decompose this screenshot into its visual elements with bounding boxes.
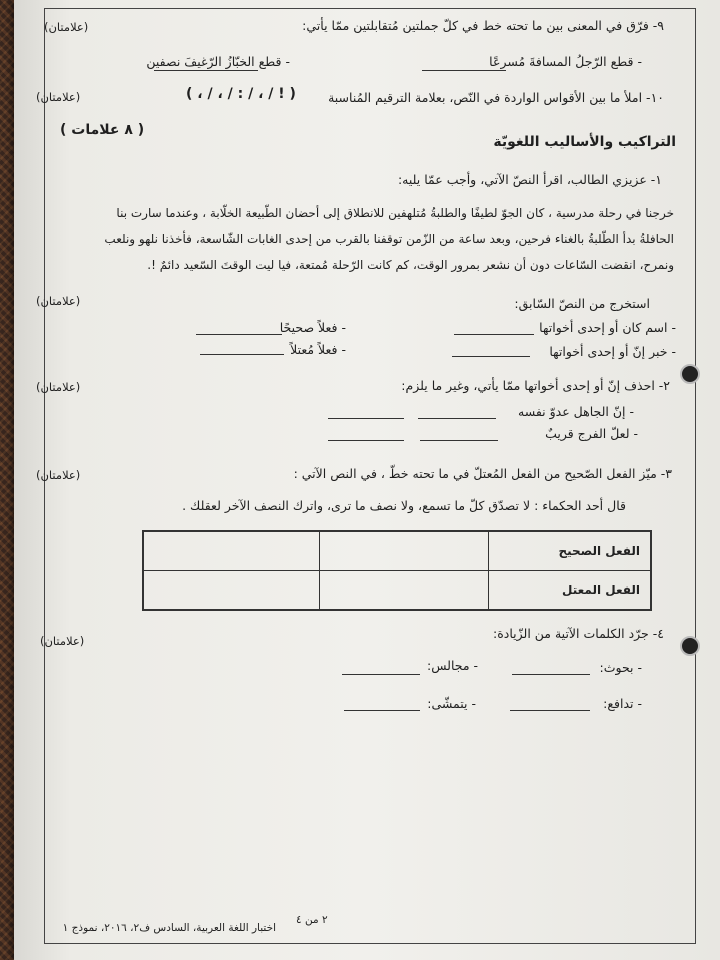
p1-answer-line-2[interactable]	[196, 334, 282, 335]
q9-marks: (علامتان)	[44, 20, 89, 34]
p4-answer-line-3[interactable]	[510, 710, 590, 711]
p2-answer-line-1a[interactable]	[418, 418, 496, 419]
binder-hole	[680, 364, 700, 384]
p1-text-line2: الحافلةُ بدأ الطّلبةُ بالغناء فرحين، وبعد ساعة من الزّمن توقفنا بالقرب من إحدى الغابات الشّاسعة، فأخذنا نلهو ونلعب	[104, 232, 674, 246]
p4-word-1: - بحوث:	[599, 660, 642, 675]
q9-sentence-left: - قطع الخبّازُ الرّغيفَ نصفين	[146, 54, 290, 69]
p4-word-3: - تدافع:	[603, 696, 642, 711]
section-marks: ( ٨ علامات )	[60, 122, 145, 138]
p1-extract: استخرج من النصّ السّابق:	[514, 296, 650, 311]
p2-sentence-1: - إنّ الجاهل عدوّ نفسه	[518, 404, 634, 419]
p2-title: ٢- احذف إنّ أو إحدى أخواتها ممّا يأتي، وغير ما يلزم:	[401, 378, 670, 393]
p2-answer-line-2a[interactable]	[420, 440, 498, 441]
p1-text-line1: خرجنا في رحلة مدرسية ، كان الجوّ لطيفًا والطلبةُ مُتلهفين للانطلاق إلى أحضان الطّبيعة الخلّابة ، وعندما سارت بنا	[116, 206, 674, 220]
table-cell-empty[interactable]	[143, 571, 319, 611]
p3-title: ٣- ميّز الفعل الصّحيح من الفعل المُعتلّ في ما تحته خطّ ، في النص الآتي :	[293, 466, 672, 481]
footer-exam-info: اختبار اللغة العربية، السادس ف٢، ٢٠١٦، نموذج ١	[62, 922, 276, 934]
p4-word-2: - مجالس:	[426, 658, 478, 673]
p1-text-line3: ونمرح، انقضت السّاعات دون أن نشعر بمرور الوقت، كم كانت الرّحلة مُمتعة، فيا ليت الوقتَ السّعيد دائمٌ !.	[147, 258, 674, 272]
table-cell-empty[interactable]	[319, 571, 488, 611]
table-row	[143, 531, 651, 571]
p1-answer-line-1[interactable]	[454, 334, 534, 335]
p1-item-1: - اسم كان أو إحدى أخواتها	[539, 320, 676, 335]
table-cell-empty[interactable]	[319, 531, 488, 571]
q9-sentence-right: - قطع الرّجلُ المسافةَ مُسرعًا	[489, 54, 642, 69]
exam-page	[14, 0, 720, 960]
row-label-weak-verb: الفعل المعتل	[489, 571, 652, 611]
p3-marks: (علامتان)	[36, 468, 81, 482]
p2-answer-line-2b[interactable]	[328, 440, 404, 441]
p1-marks: (علامتان)	[36, 294, 81, 308]
p4-answer-line-1[interactable]	[512, 674, 590, 675]
footer-page-number: ٢ من ٤	[296, 914, 328, 926]
q10-title: ١٠- املأ ما بين الأقواس الواردة في النّص، بعلامة الترقيم المُناسبة	[328, 90, 664, 105]
p4-answer-line-2[interactable]	[342, 674, 420, 675]
p2-marks: (علامتان)	[36, 380, 81, 394]
p1-answer-line-3[interactable]	[452, 356, 530, 357]
p1-item-2: - فعلاً صحيحًا	[279, 320, 346, 335]
p2-answer-line-1b[interactable]	[328, 418, 404, 419]
binder-hole	[680, 636, 700, 656]
table-cell-empty[interactable]	[143, 531, 319, 571]
q9-answer-line-right[interactable]	[422, 70, 506, 71]
q9-title: ٩- فرّق في المعنى بين ما تحته خط في كلّ جملتين مُتقابلتين ممّا يأتي:	[302, 18, 664, 33]
p1-item-3: - خبر إنّ أو إحدى أخواتها	[549, 344, 676, 359]
p4-marks: (علامتان)	[40, 634, 85, 648]
table-row	[143, 571, 651, 611]
verbs-table	[142, 530, 652, 611]
q9-answer-line-left[interactable]	[154, 70, 258, 71]
p1-item-4: - فعلاً مُعتلاً	[290, 342, 346, 357]
p2-sentence-2: - لعلّ الفرج قريبٌ	[545, 426, 638, 441]
p4-title: ٤- جرّد الكلمات الآتية من الزّيادة:	[493, 626, 664, 641]
p4-answer-line-4[interactable]	[344, 710, 420, 711]
section-title: التراكيب والأساليب اللغويّة	[493, 134, 676, 150]
p3-quote: قال أحد الحكماء : لا تصدّق كلّ ما تسمع، ولا نصف ما ترى، واترك النصف الآخر لعقلك .	[182, 498, 626, 513]
q10-punctuation: ( ، / ، / : / ، / ! )	[186, 86, 296, 102]
row-label-correct-verb: الفعل الصحيح	[489, 531, 652, 571]
p4-word-4: - يتمشّى:	[427, 696, 476, 711]
p1-answer-line-4[interactable]	[200, 354, 284, 355]
p1-intro: ١- عزيزي الطالب، اقرأ النصّ الآتي، وأجب عمّا يليه:	[397, 172, 662, 187]
q10-marks: (علامتان)	[36, 90, 81, 104]
